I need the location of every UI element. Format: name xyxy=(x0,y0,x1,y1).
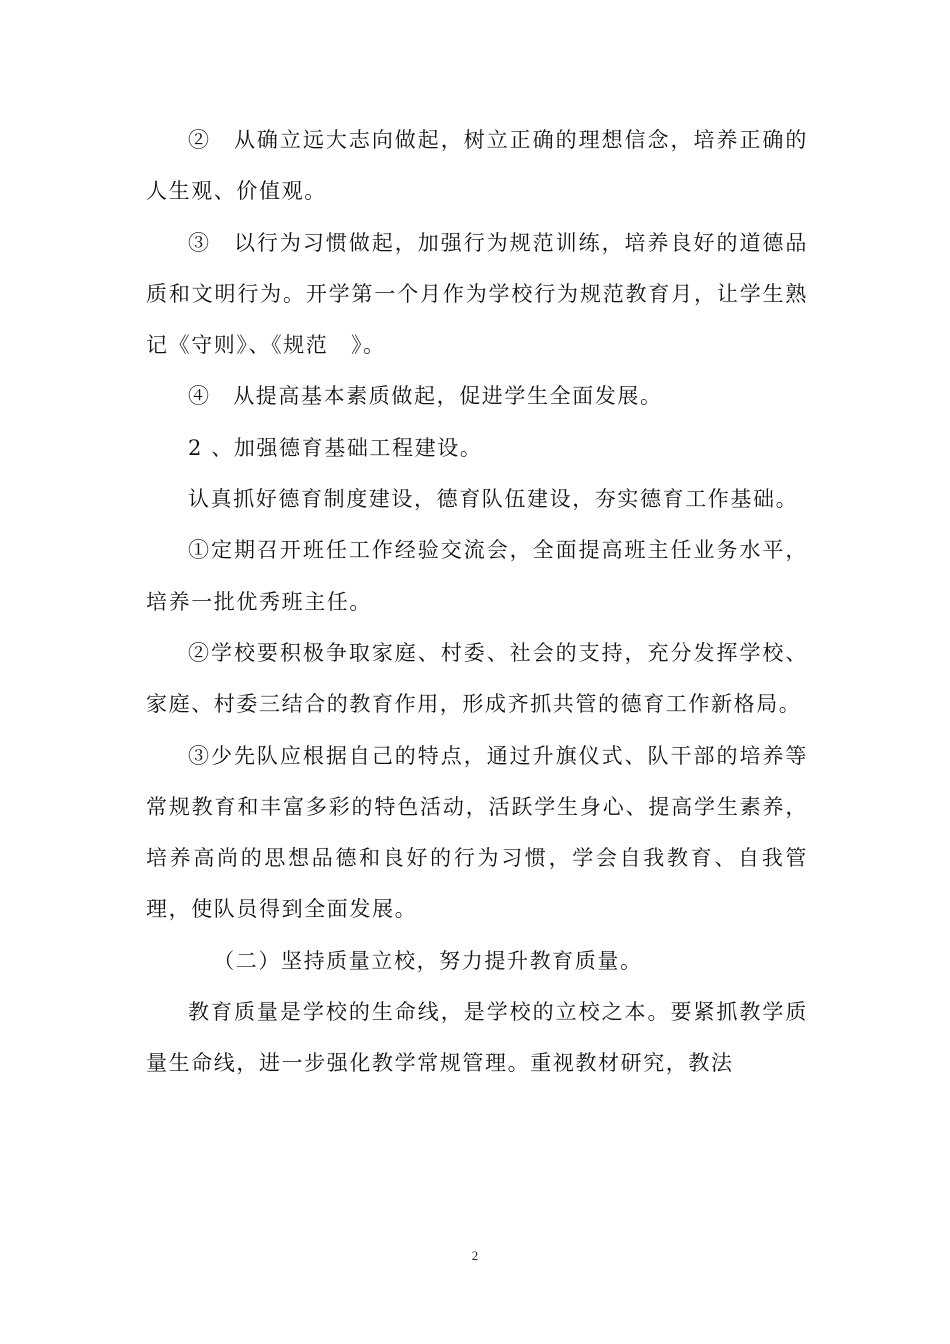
paragraph-item-4: ④ 从提高基本素质做起，促进学生全面发展。 xyxy=(188,384,663,409)
paragraph-subitem-3: ③少先队应根据自己的特点，通过升旗仪式、队干部的培养等常规教育和丰富多彩的特色活动，活跃学生身心、提高学生素养，培养高尚的思想品德和良好的行为习惯，学会自我教育、自我管理，使队员得到全面发展。 xyxy=(146,743,808,922)
paragraph-item-2: ② 从确立远大志向做起，树立正确的理想信念，培养正确的人生观、价值观。 xyxy=(146,128,808,204)
section-heading-two: （二）坚持质量立校，努力提升教育质量。 xyxy=(213,948,643,973)
document-body xyxy=(146,115,808,1090)
paragraph-subitem-2: ②学校要积极争取家庭、村委、社会的支持，充分发挥学校、家庭、村委三结合的教育作用，形成齐抓共管的德育工作新格局。 xyxy=(146,640,808,717)
paragraph-quality: 教育质量是学校的生命线，是学校的立校之本。要紧抓教学质量生命线，进一步强化教学常规管理。重视教材研究，教法 xyxy=(146,1000,808,1076)
paragraph-intro: 认真抓好德育制度建设，德育队伍建设，夯实德育工作基础。 xyxy=(188,487,799,512)
page-number: 2 xyxy=(471,1248,479,1263)
paragraph-item-3: ③ 以行为习惯做起，加强行为规范训练，培养良好的道德品质和文明行为。开学第一个月作为学校行为规范教育月，让学生熟记《守则》、《规范 》。 xyxy=(146,230,808,358)
section-heading-2: 2 、加强德育基础工程建设。 xyxy=(188,435,483,460)
paragraph-subitem-1: ①定期召开班任工作经验交流会，全面提高班主任业务水平，培养一批优秀班主任。 xyxy=(146,538,808,614)
